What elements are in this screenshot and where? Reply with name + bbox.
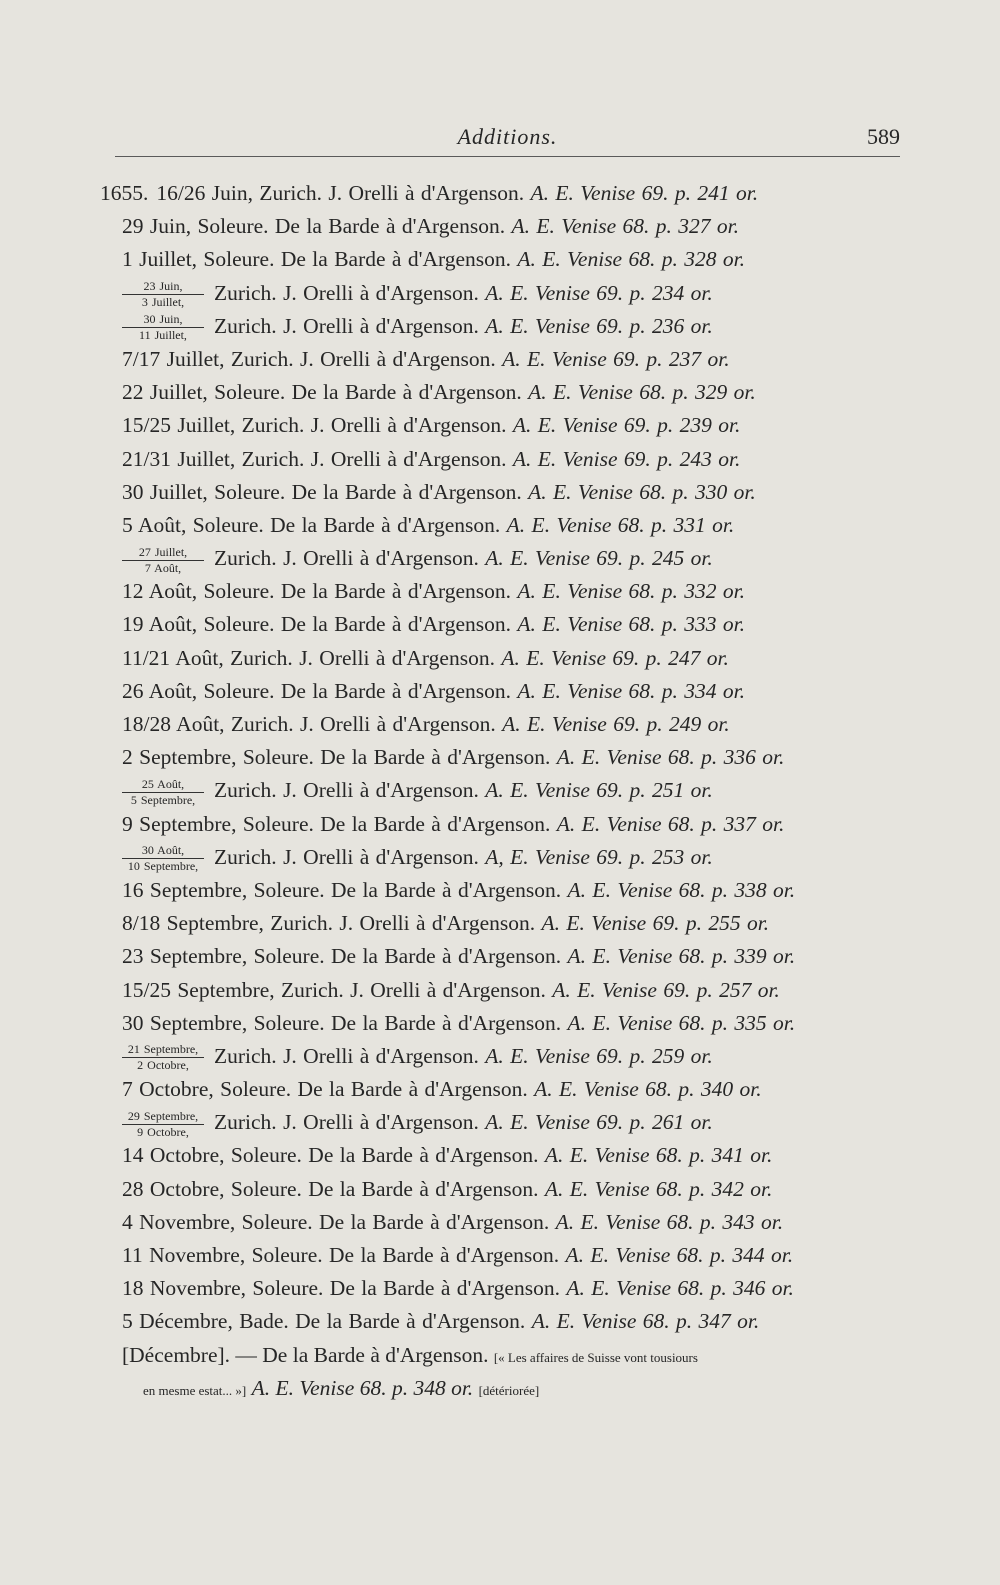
entry-correspondents: J. Orelli à d'Argenson. xyxy=(328,181,525,205)
entry-date-place: 26 Août, Soleure. xyxy=(122,678,275,703)
entry-correspondents: De la Barde à d'Argenson. xyxy=(320,745,551,770)
entry-date-place: 11 Novembre, Soleure. xyxy=(122,1243,323,1267)
double-date-fraction xyxy=(122,778,204,807)
date-gregorian: 11 Juillet, xyxy=(139,328,187,343)
double-date-fraction xyxy=(122,1043,204,1072)
entry-date-place: 9 Septembre, Soleure. xyxy=(122,811,314,836)
entry-date-place: 5 Août, Soleure. xyxy=(122,512,264,537)
entry-citation: A. E. Venise 69. p. 251 or. xyxy=(485,778,713,803)
entry-correspondents: De la Barde à d'Argenson. xyxy=(291,479,522,504)
entry-date-place: 16/26 Juin, Zurich. xyxy=(156,181,322,205)
double-date-fraction xyxy=(122,844,204,873)
entry-date-place: 22 Juillet, Soleure. xyxy=(122,380,286,405)
entry-correspondents: De la Barde à d'Argenson. xyxy=(274,214,506,239)
entry-line xyxy=(0,343,1000,376)
entry-line xyxy=(0,1106,1000,1139)
entry-citation: A. E. Venise 68. p. 331 or. xyxy=(506,512,735,537)
entry-line xyxy=(0,1272,1000,1305)
entry-line xyxy=(0,376,1000,409)
date-gregorian: 3 Juillet, xyxy=(141,295,185,310)
entry-date-place: Zurich. xyxy=(214,1043,277,1068)
entry-quote-end: en mesme estat... »] xyxy=(143,1382,247,1398)
entry-date-place: Zurich. xyxy=(214,280,277,305)
entry-correspondents: J. Orelli à d'Argenson. xyxy=(310,413,507,438)
entry-citation: A. E. Venise 69. p. 249 or. xyxy=(502,712,730,736)
entry-correspondents: J. Orelli à d'Argenson. xyxy=(283,1043,479,1068)
date-julian: 23 Juin, xyxy=(122,280,204,295)
entry-correspondents: J. Orelli à d'Argenson. xyxy=(283,280,479,305)
entry-correspondents: De la Barde à d'Argenson. xyxy=(295,1309,526,1334)
entry-list xyxy=(0,177,1000,1405)
entry-citation: A. E. Venise 68. p. 346 or. xyxy=(566,1276,794,1301)
date-gregorian: 7 Août, xyxy=(144,560,182,575)
entry-line xyxy=(0,409,1000,442)
entry-line xyxy=(0,974,1000,1007)
date-julian: 21 Septembre, xyxy=(122,1043,204,1058)
entry-date-place: Zurich. xyxy=(214,313,277,338)
entry-citation: A. E. Venise 68. p. 332 or. xyxy=(517,579,745,604)
entry-citation: A. E. Venise 69. p. 241 or. xyxy=(530,181,759,205)
entry-date-place: Zurich. xyxy=(214,844,277,869)
entry-date-place: 15/25 Juillet, Zurich. xyxy=(122,413,305,438)
entry-line xyxy=(0,608,1000,641)
year-label: 1655. xyxy=(100,181,149,205)
entry-correspondents: De la Barde à d'Argenson. xyxy=(331,1010,562,1035)
entry-line xyxy=(0,1007,1000,1040)
entry-line xyxy=(0,575,1000,608)
entry-citation: A. E. Venise 69. p. 236 or. xyxy=(485,313,713,338)
double-date-fraction xyxy=(122,546,204,575)
entry-citation: A. E. Venise 69. p. 239 or. xyxy=(512,413,741,438)
entry-citation: A. E. Venise 68. p. 339 or. xyxy=(567,944,796,969)
entry-citation: A. E. Venise 68. p. 341 or. xyxy=(544,1143,773,1168)
entry-date-place: 1 Juillet, Soleure. xyxy=(122,247,275,272)
entry-correspondents: J. Orelli à d'Argenson. xyxy=(310,446,507,471)
date-gregorian: 2 Octobre, xyxy=(137,1058,189,1073)
entry-line-continued xyxy=(0,1372,1000,1405)
entry-date-place: 18 Novembre, Soleure. xyxy=(122,1276,324,1301)
entry-citation: A. E. Venise 68. p. 342 or. xyxy=(544,1176,773,1201)
entry-citation: A. E. Venise 69. p. 234 or. xyxy=(485,280,713,305)
entry-citation: A. E. Venise 69. p. 259 or. xyxy=(485,1043,713,1068)
entry-correspondents: J. Orelli à d'Argenson. xyxy=(299,712,496,736)
entry-line xyxy=(0,1339,1000,1372)
entry-line xyxy=(0,177,1000,210)
date-julian: 30 Juin, xyxy=(122,313,204,328)
entry-date-place: 12 Août, Soleure. xyxy=(122,579,275,604)
entry-date-place: 28 Octobre, Soleure. xyxy=(122,1176,302,1201)
entry-date-place: 23 Septembre, Soleure. xyxy=(122,944,325,969)
entry-line xyxy=(0,708,1000,741)
entry-date-place: Zurich. xyxy=(214,1110,277,1135)
entry-citation: A. E. Venise 68. p. 329 or. xyxy=(528,380,756,405)
entry-citation: A, E. Venise 69. p. 253 or. xyxy=(485,844,713,869)
entry-line xyxy=(0,277,1000,310)
entry-citation: A. E. Venise 68. p. 334 or. xyxy=(517,678,745,703)
entry-line xyxy=(0,808,1000,841)
entry-correspondents: J. Orelli à d'Argenson. xyxy=(299,346,496,371)
entry-line xyxy=(0,1239,1000,1272)
entry-line xyxy=(0,476,1000,509)
condition-note: [détériorée] xyxy=(478,1382,540,1398)
entry-citation: A. E. Venise 68. p. 335 or. xyxy=(567,1010,796,1035)
entry-citation: A. E. Venise 68. p. 330 or. xyxy=(528,479,756,504)
entry-correspondents: J. Orelli à d'Argenson. xyxy=(283,1110,479,1135)
entry-date-place: 7/17 Juillet, Zurich. xyxy=(122,346,294,371)
entry-correspondents: De la Barde à d'Argenson. xyxy=(280,579,512,604)
entry-line xyxy=(0,1305,1000,1338)
entry-quote: [« Les affaires de Suisse vont tousiours xyxy=(493,1349,698,1365)
entry-date-place: Zurich. xyxy=(214,546,277,571)
entry-line xyxy=(0,542,1000,575)
entry-line xyxy=(0,243,1000,276)
entry-citation: A. E. Venise 68. p. 337 or. xyxy=(556,811,785,836)
entry-correspondents: De la Barde à d'Argenson. xyxy=(270,512,501,537)
entry-date-place: Zurich. xyxy=(214,778,277,803)
entry-date-place: [Décembre]. — xyxy=(122,1342,257,1367)
entry-date-place: 29 Juin, Soleure. xyxy=(122,214,269,239)
entry-citation: A. E. Venise 68. p. 340 or. xyxy=(534,1077,762,1102)
entry-line xyxy=(0,874,1000,907)
date-gregorian: 9 Octobre, xyxy=(137,1124,189,1139)
date-julian: 30 Août, xyxy=(122,844,204,859)
entry-citation: A. E. Venise 68. p. 343 or. xyxy=(555,1209,784,1234)
entry-date-place: 18/28 Août, Zurich. xyxy=(122,712,294,736)
entry-citation: A. E. Venise 69. p. 255 or. xyxy=(541,911,770,936)
entry-date-place: 16 Septembre, Soleure. xyxy=(122,877,325,902)
entry-line xyxy=(0,1139,1000,1172)
entry-correspondents: J. Orelli à d'Argenson. xyxy=(283,778,479,803)
entry-correspondents: De la Barde à d'Argenson. xyxy=(329,1243,560,1267)
entry-date-place: 8/18 Septembre, Zurich. xyxy=(122,911,333,936)
entry-correspondents: De la Barde à d'Argenson. xyxy=(319,1209,550,1234)
page-header xyxy=(115,120,900,157)
date-julian: 29 Septembre, xyxy=(122,1110,204,1125)
entry-correspondents: De la Barde à d'Argenson. xyxy=(320,811,551,836)
entry-line xyxy=(0,642,1000,675)
entry-date-place: 21/31 Juillet, Zurich. xyxy=(122,446,305,471)
double-date-fraction xyxy=(122,313,204,342)
entry-line xyxy=(0,1173,1000,1206)
entry-line xyxy=(0,675,1000,708)
entry-date-place: 7 Octobre, Soleure. xyxy=(122,1077,292,1102)
entry-correspondents: J. Orelli à d'Argenson. xyxy=(283,844,479,869)
entry-citation: A. E. Venise 68. p. 338 or. xyxy=(567,877,796,902)
entry-line xyxy=(0,1206,1000,1239)
double-date-fraction xyxy=(122,1110,204,1139)
entry-line xyxy=(0,310,1000,343)
entry-line xyxy=(0,210,1000,243)
entry-citation: A. E. Venise 69. p. 245 or. xyxy=(485,546,713,571)
date-julian: 25 Août, xyxy=(122,778,204,793)
entry-correspondents: De la Barde à d'Argenson. xyxy=(280,612,512,637)
entry-line xyxy=(0,741,1000,774)
running-title: Additions. xyxy=(457,124,558,149)
entry-date-place: 5 Décembre, Bade. xyxy=(122,1309,289,1334)
entry-citation: A. E. Venise 68. p. 336 or. xyxy=(556,745,785,770)
double-date-fraction xyxy=(122,280,204,309)
entry-citation: A. E. Venise 69. p. 243 or. xyxy=(512,446,741,471)
entry-citation: A. E. Venise 69. p. 261 or. xyxy=(485,1110,713,1135)
entry-line xyxy=(0,907,1000,940)
entry-date-place: 30 Septembre, Soleure. xyxy=(122,1010,325,1035)
entry-correspondents: De la Barde à d'Argenson. xyxy=(291,380,522,405)
entry-citation: A. E. Venise 69. p. 247 or. xyxy=(501,645,729,670)
entry-correspondents: De la Barde à d'Argenson. xyxy=(331,877,562,902)
entry-correspondents: De la Barde à d'Argenson. xyxy=(308,1143,539,1168)
entry-line xyxy=(0,443,1000,476)
date-gregorian: 5 Septembre, xyxy=(130,792,196,807)
entry-line xyxy=(0,1040,1000,1073)
page-number: 589 xyxy=(867,124,900,149)
entry-correspondents: J. Orelli à d'Argenson. xyxy=(283,546,479,571)
entry-line xyxy=(0,940,1000,973)
entry-date-place: 30 Juillet, Soleure. xyxy=(122,479,286,504)
entry-date-place: 2 Septembre, Soleure. xyxy=(122,745,314,770)
entry-line xyxy=(0,774,1000,807)
date-julian: 27 Juillet, xyxy=(122,546,204,561)
entry-citation: A. E. Venise 68. p. 327 or. xyxy=(511,214,740,239)
entry-citation: A. E. Venise 69. p. 257 or. xyxy=(552,977,780,1002)
entry-correspondents: De la Barde à d'Argenson. xyxy=(262,1342,489,1367)
entry-correspondents: De la Barde à d'Argenson. xyxy=(329,1276,560,1301)
entry-citation: A. E. Venise 68. p. 348 or. xyxy=(251,1375,474,1400)
entry-line xyxy=(0,841,1000,874)
entry-citation: A. E. Venise 69. p. 237 or. xyxy=(502,346,730,371)
entry-date-place: 14 Octobre, Soleure. xyxy=(122,1143,302,1168)
entry-correspondents: De la Barde à d'Argenson. xyxy=(280,678,512,703)
entry-correspondents: De la Barde à d'Argenson. xyxy=(280,247,512,272)
entry-correspondents: De la Barde à d'Argenson. xyxy=(331,944,562,969)
entry-line xyxy=(0,509,1000,542)
entry-correspondents: J. Orelli à d'Argenson. xyxy=(299,645,495,670)
date-gregorian: 10 Septembre, xyxy=(127,859,199,874)
entry-correspondents: De la Barde à d'Argenson. xyxy=(297,1077,528,1102)
entry-date-place: 11/21 Août, Zurich. xyxy=(122,645,293,670)
entry-citation: A. E. Venise 68. p. 328 or. xyxy=(517,247,745,272)
entry-correspondents: De la Barde à d'Argenson. xyxy=(308,1176,539,1201)
entry-correspondents: J. Orelli à d'Argenson. xyxy=(350,977,546,1002)
entry-citation: A. E. Venise 68. p. 347 or. xyxy=(531,1309,760,1334)
entry-correspondents: J. Orelli à d'Argenson. xyxy=(339,911,536,936)
entry-date-place: 4 Novembre, Soleure. xyxy=(122,1209,313,1234)
entry-citation: A. E. Venise 68. p. 344 or. xyxy=(565,1243,794,1267)
entry-date-place: 19 Août, Soleure. xyxy=(122,612,275,637)
entry-correspondents: J. Orelli à d'Argenson. xyxy=(283,313,479,338)
entry-date-place: 15/25 Septembre, Zurich. xyxy=(122,977,344,1002)
entry-citation: A. E. Venise 68. p. 333 or. xyxy=(517,612,745,637)
entry-line xyxy=(0,1073,1000,1106)
